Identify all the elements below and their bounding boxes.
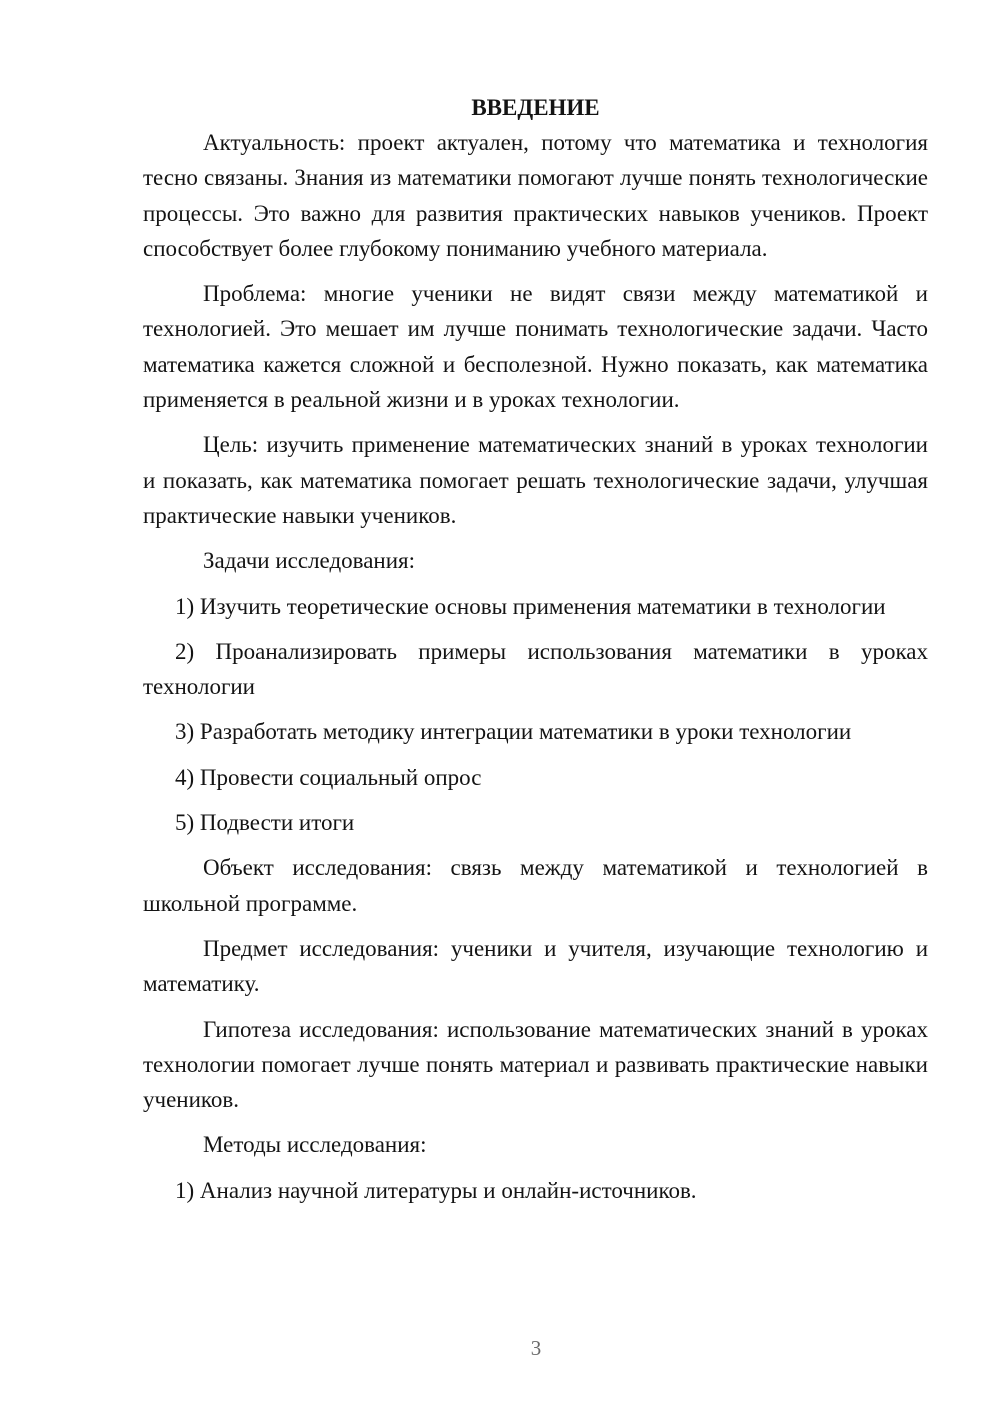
task-item: 5) Подвести итоги (175, 810, 355, 836)
subject-paragraph: Предмет исследования: ученики и учителя, изучающие технологию и математику. (143, 935, 928, 997)
relevance-paragraph: Актуальность: проект актуален, потому что математика и технология тесно связаны. Знания из математики помогают лучше понять технологические процессы. Это важно для развития практических навыков учеников. Проект способствует более глубокому пониманию учебного материала. (143, 130, 928, 261)
tasks-label: Задачи исследования: (203, 548, 416, 574)
hypothesis-paragraph: Гипотеза исследования: использование математических знаний в уроках технологии помогает лучше понять материал и развивать практические навыки учеников. (143, 1016, 928, 1113)
task-item: 2) Проанализировать примеры использования математики в уроках технологии (143, 638, 928, 700)
method-item: 1) Анализ научной литературы и онлайн-источников. (175, 1177, 697, 1203)
task-item: 3) Разработать методику интеграции математики в уроки технологии (175, 719, 852, 745)
methods-label: Методы исследования: (203, 1132, 427, 1158)
section-heading: ВВЕДЕНИЕ (471, 95, 600, 120)
goal-paragraph: Цель: изучить применение математических знаний в уроках технологии и показать, как математика помогает решать технологические задачи, улучшая практические навыки учеников. (143, 432, 928, 528)
page-number: 3 (530, 1336, 542, 1360)
problem-paragraph: Проблема: многие ученики не видят связи между математикой и технологией. Это мешает им лучше понимать технологические задачи. Часто математика кажется сложной и бесполезной. Нужно показать, как математика применяется в реальной жизни и в уроках технологии. (143, 281, 928, 413)
object-paragraph: Объект исследования: связь между математикой и технологией в школьной программе. (143, 855, 928, 916)
page-content (143, 90, 928, 1208)
task-item: 1) Изучить теоретические основы применения математики в технологии (175, 593, 886, 619)
task-item: 4) Провести социальный опрос (175, 764, 482, 790)
